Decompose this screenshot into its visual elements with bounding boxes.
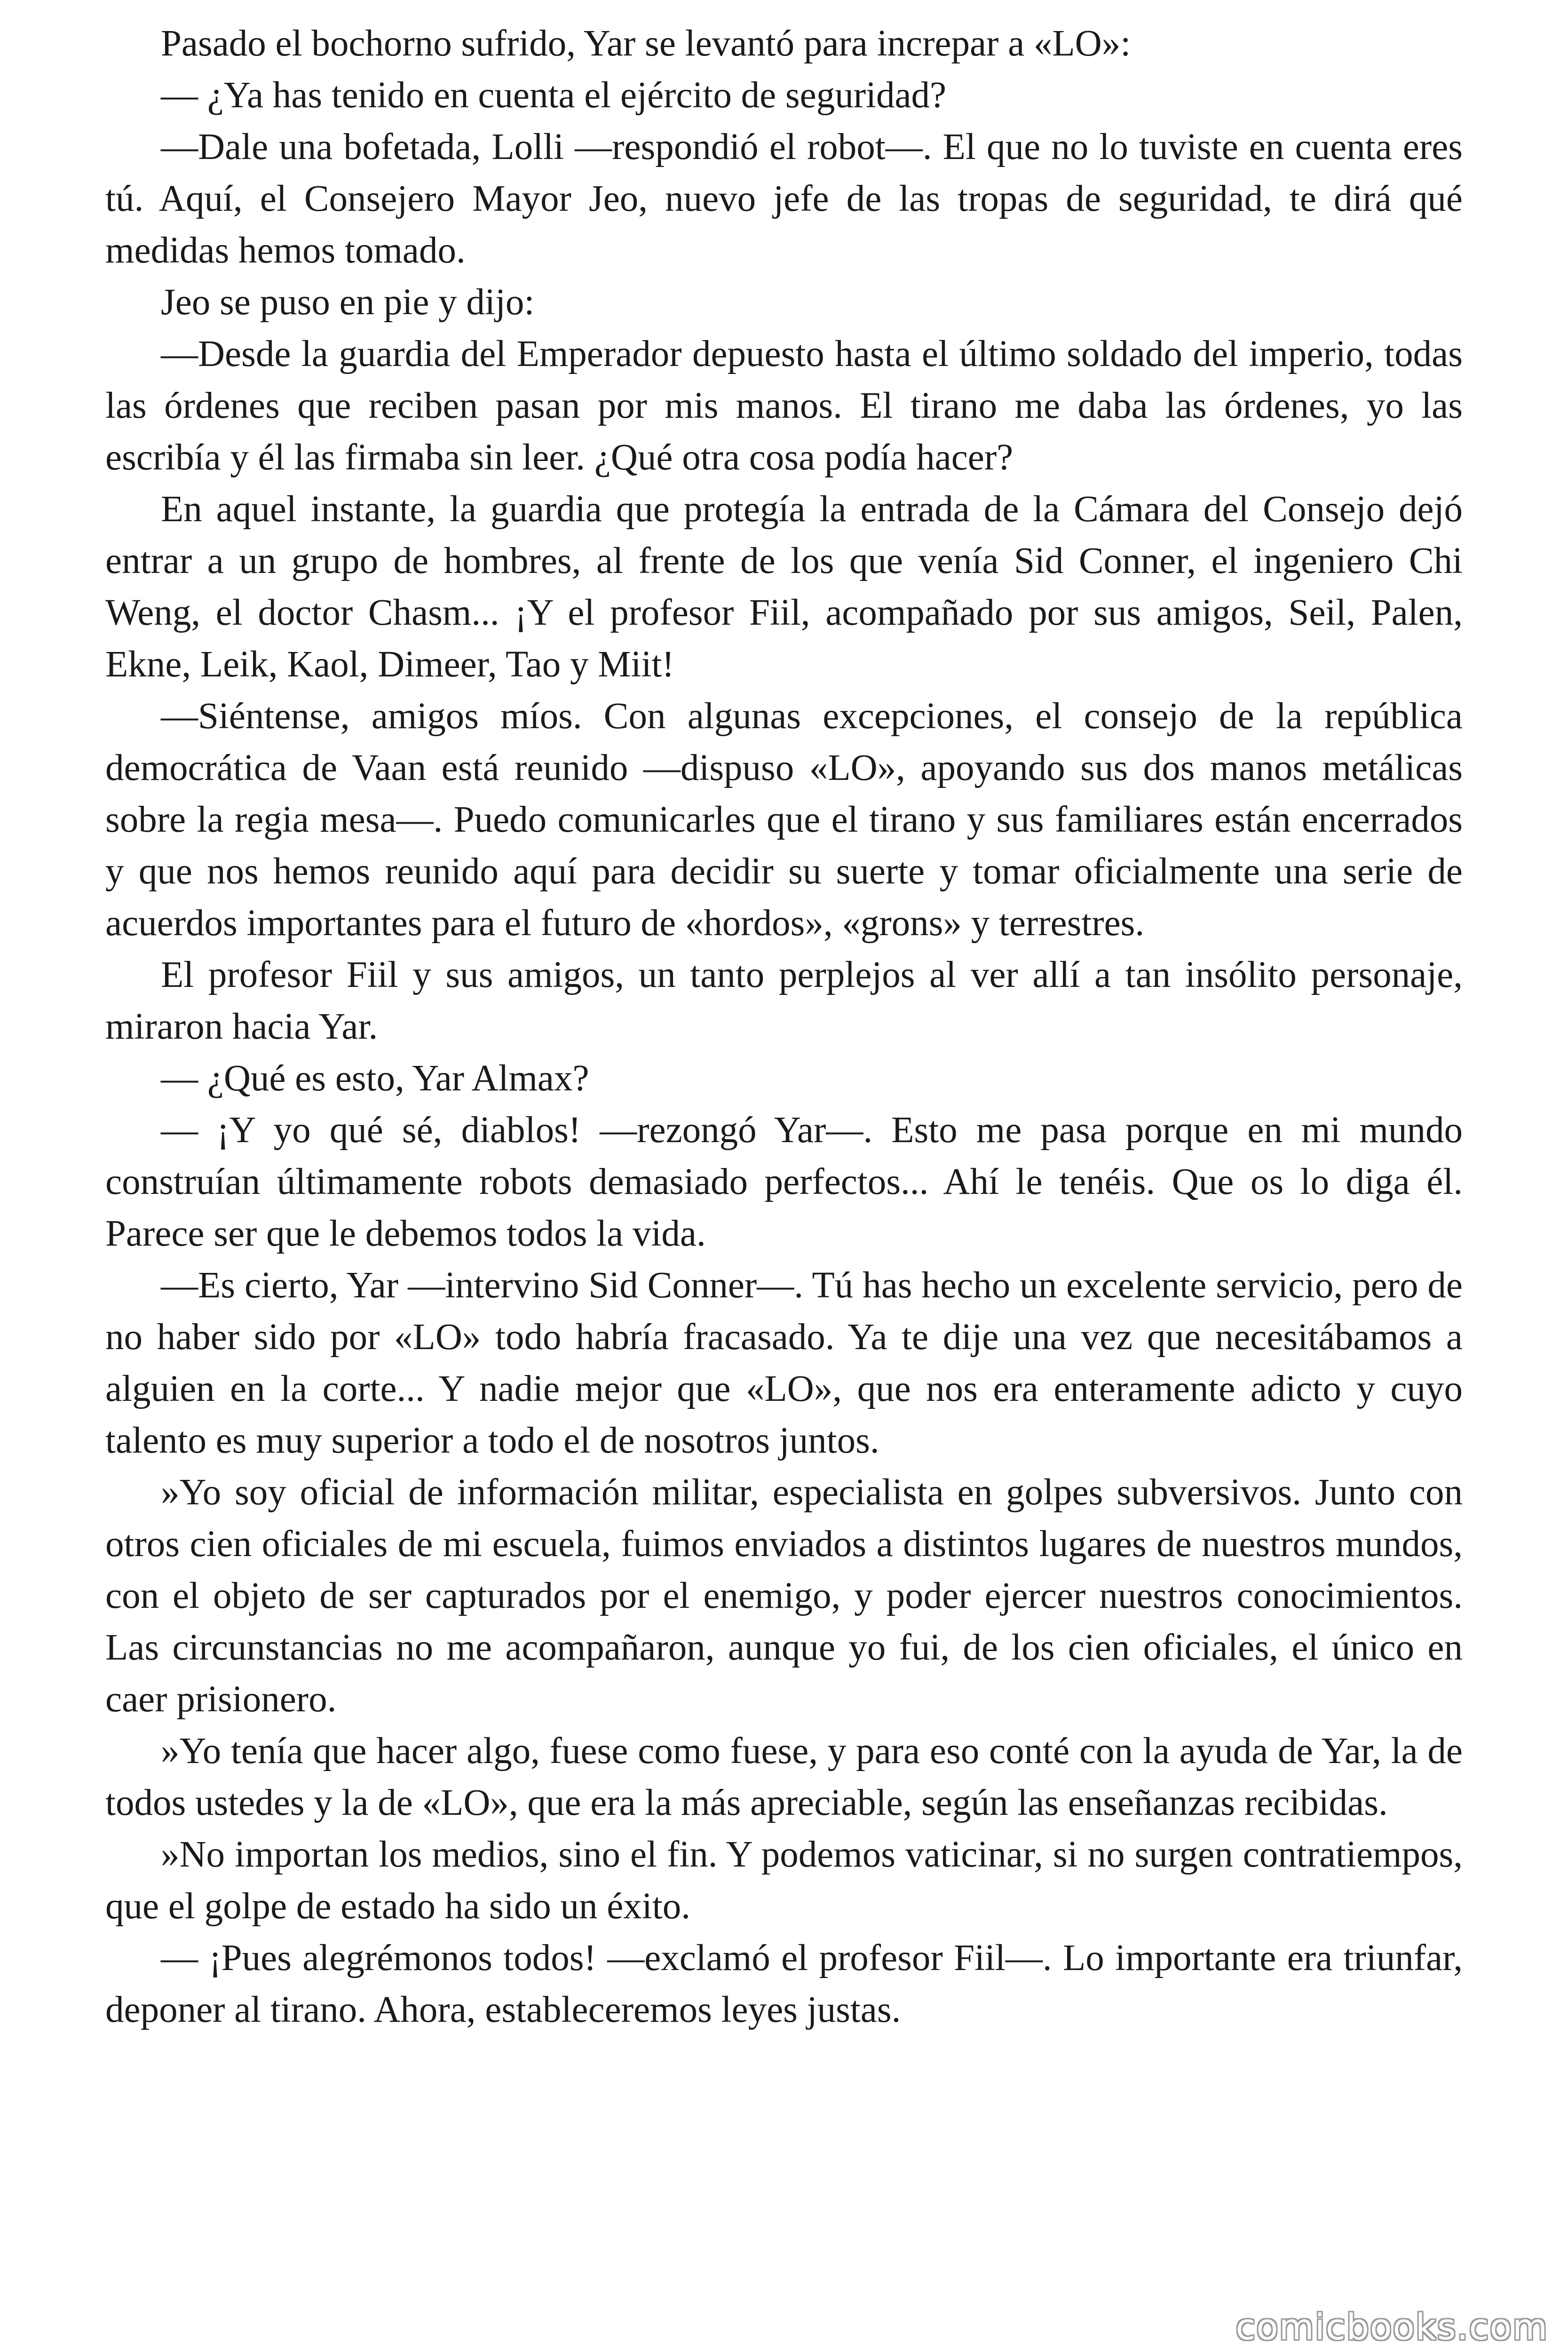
paragraph: — ¡Y yo qué sé, diablos! —rezongó Yar—. Esto me pasa porque en mi mundo construían últimamente robots demasiado perfectos... Ahí le tenéis. Que os lo diga él. Parece ser que le debemos todos la vida.	[105, 1110, 1463, 1254]
paragraph: »Yo soy oficial de información militar, especialista en golpes subversivos. Junto con otros cien oficiales de mi escuela, fuimos enviados a distintos lugares de nuestros mundos, con el objeto de ser capturados por el enemigo, y poder ejercer nuestros conocimientos. Las circunstancias no me acompañaron, aunque yo fui, de los cien oficiales, el único en caer prisionero.	[105, 1472, 1463, 1720]
paragraph: Jeo se puso en pie y dijo:	[161, 282, 535, 323]
paragraph: — ¡Pues alegrémonos todos! —exclamó el profesor Fiil—. Lo importante era triunfar, deponer al tirano. Ahora, estableceremos leyes justas.	[105, 1938, 1463, 2030]
paragraph: —Es cierto, Yar —intervino Sid Conner—. Tú has hecho un excelente servicio, pero de no haber sido por «LO» todo habría fracasado. Ya te dije una vez que necesitábamos a alguien en la corte... Y nadie mejor que «LO», que nos era enteramente adicto y cuyo talento es muy superior a todo el de nosotros juntos.	[105, 1265, 1463, 1461]
paragraph: Pasado el bochorno sufrido, Yar se levantó para increpar a «LO»:	[161, 23, 1131, 64]
paragraph: —Desde la guardia del Emperador depuesto hasta el último soldado del imperio, todas las órdenes que reciben pasan por mis manos. El tirano me daba las órdenes, yo las escribía y él las firmaba sin leer. ¿Qué otra cosa podía hacer?	[105, 334, 1463, 478]
paragraph: »Yo tenía que hacer algo, fuese como fuese, y para eso conté con la ayuda de Yar, la de todos ustedes y la de «LO», que era la más apreciable, según las enseñanzas recibidas.	[105, 1731, 1463, 1823]
paragraph: —Siéntense, amigos míos. Con algunas excepciones, el consejo de la república democrática de Vaan está reunido —dispuso «LO», apoyando sus dos manos metálicas sobre la regia mesa—. Puedo comunicarles que el tirano y sus familiares están encerrados y que nos hemos reunido aquí para decidir su suerte y tomar oficialmente una serie de acuerdos importantes para el futuro de «hordos», «grons» y terrestres.	[105, 696, 1463, 944]
paragraph: El profesor Fiil y sus amigos, un tanto perplejos al ver allí a tan insólito personaje, miraron hacia Yar.	[105, 954, 1463, 1047]
watermark: comicbooks.com	[1235, 2306, 1548, 2348]
page-text	[105, 18, 1463, 2036]
paragraph: —Dale una bofetada, Lolli —respondió el robot—. El que no lo tuviste en cuenta eres tú. Aquí, el Consejero Mayor Jeo, nuevo jefe de las tropas de seguridad, te dirá qué medidas hemos tomado.	[105, 127, 1463, 271]
paragraph: — ¿Qué es esto, Yar Almax?	[161, 1058, 589, 1099]
paragraph: — ¿Ya has tenido en cuenta el ejército de seguridad?	[161, 75, 947, 116]
paragraph: En aquel instante, la guardia que protegía la entrada de la Cámara del Consejo dejó entrar a un grupo de hombres, al frente de los que venía Sid Conner, el ingeniero Chi Weng, el doctor Chasm... ¡Y el profesor Fiil, acompañado por sus amigos, Seil, Palen, Ekne, Leik, Kaol, Dimeer, Tao y Miit!	[105, 489, 1463, 685]
paragraph: »No importan los medios, sino el fin. Y podemos vaticinar, si no surgen contratiempos, que el golpe de estado ha sido un éxito.	[105, 1834, 1463, 1927]
